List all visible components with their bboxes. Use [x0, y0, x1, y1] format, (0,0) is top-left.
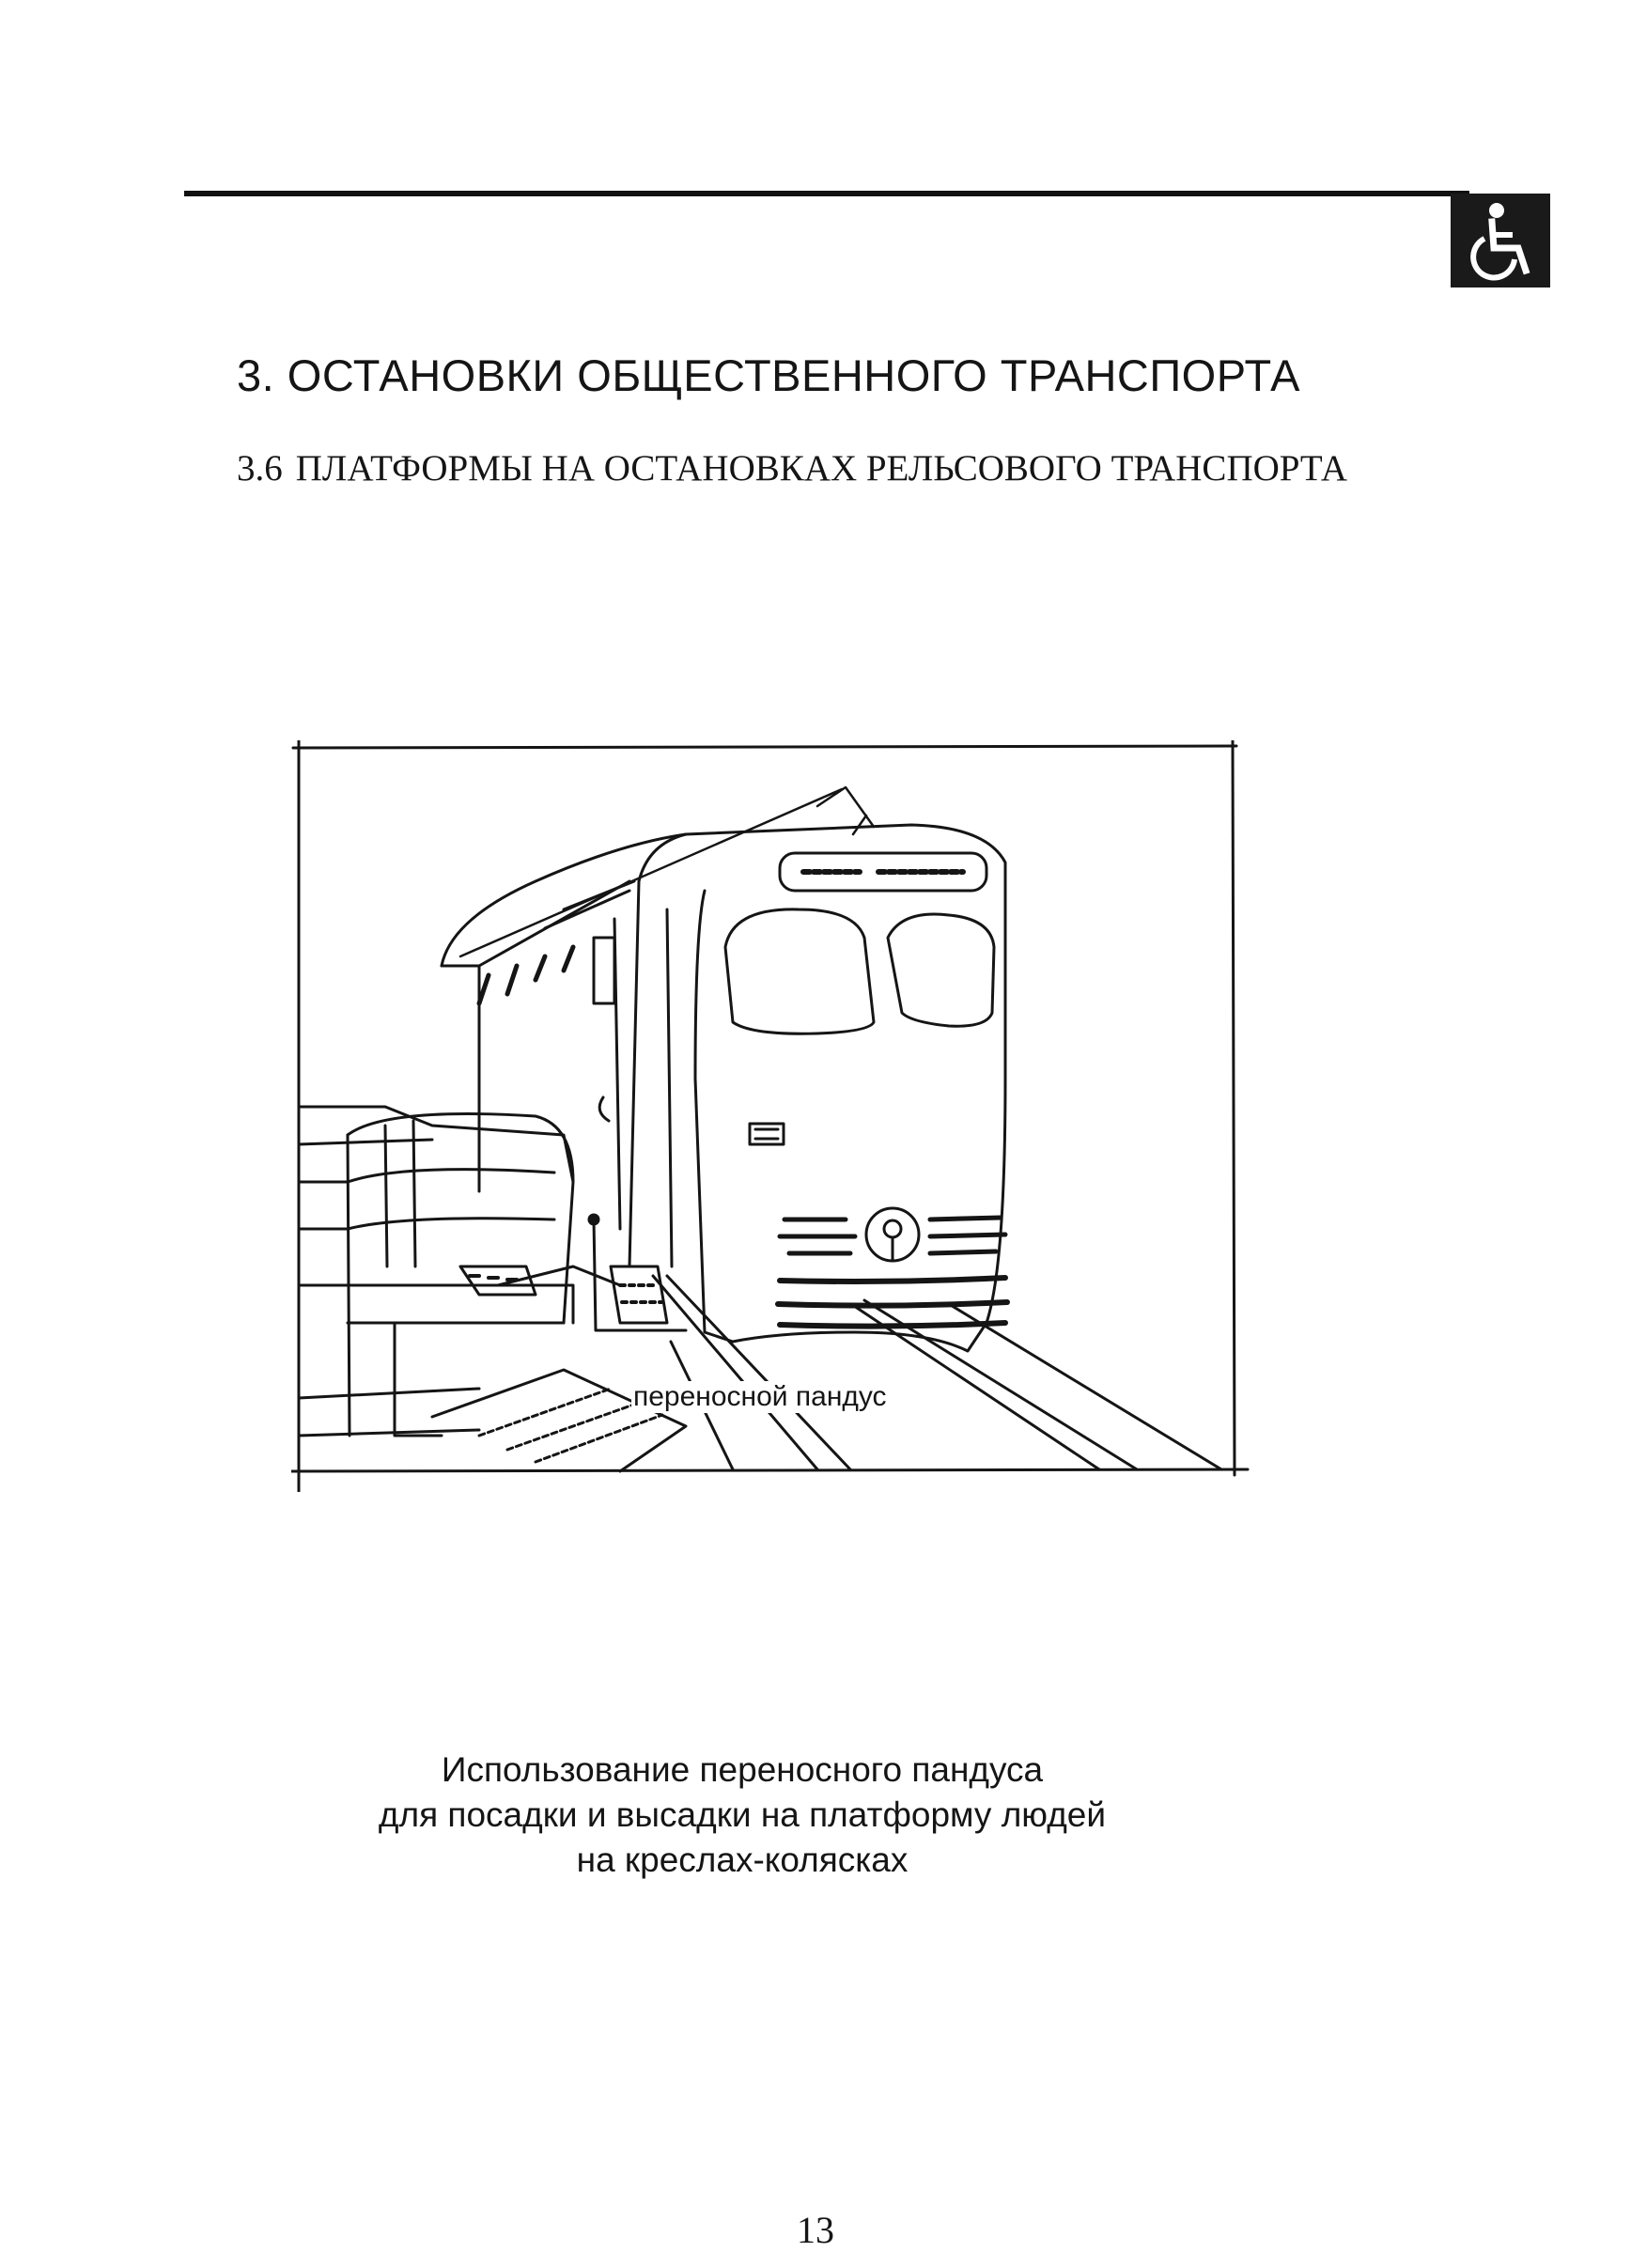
figure-caption [282, 1748, 1203, 1883]
subsection-title-text: ПЛАТФОРМЫ НА ОСТАНОВКАХ РЕЛЬСОВОГО ТРАНСПОРТА [295, 448, 1347, 489]
subsection-title [237, 447, 1347, 489]
caption-line: на креслах-колясках [576, 1841, 909, 1879]
platform-railings [299, 1107, 620, 1436]
figure-frame [291, 740, 1248, 1492]
section-title: 3. ОСТАНОВКИ ОБЩЕСТВЕННОГО ТРАНСПОРТА [237, 350, 1300, 400]
header-rule [184, 191, 1469, 196]
ramp-callout-label: переносной пандус [633, 1381, 887, 1412]
tram [442, 825, 1007, 1351]
caption-line: Использование переносного пандуса [441, 1750, 1044, 1789]
wheelchair-accessibility-icon [1451, 194, 1550, 287]
tram-platform-illustration [291, 740, 1250, 1492]
subsection-number: 3.6 [237, 448, 283, 489]
caption-line: для посадки и высадки на платформу людей [378, 1795, 1107, 1834]
page-number: 13 [797, 2209, 834, 2251]
portable-ramp [432, 1215, 686, 1471]
